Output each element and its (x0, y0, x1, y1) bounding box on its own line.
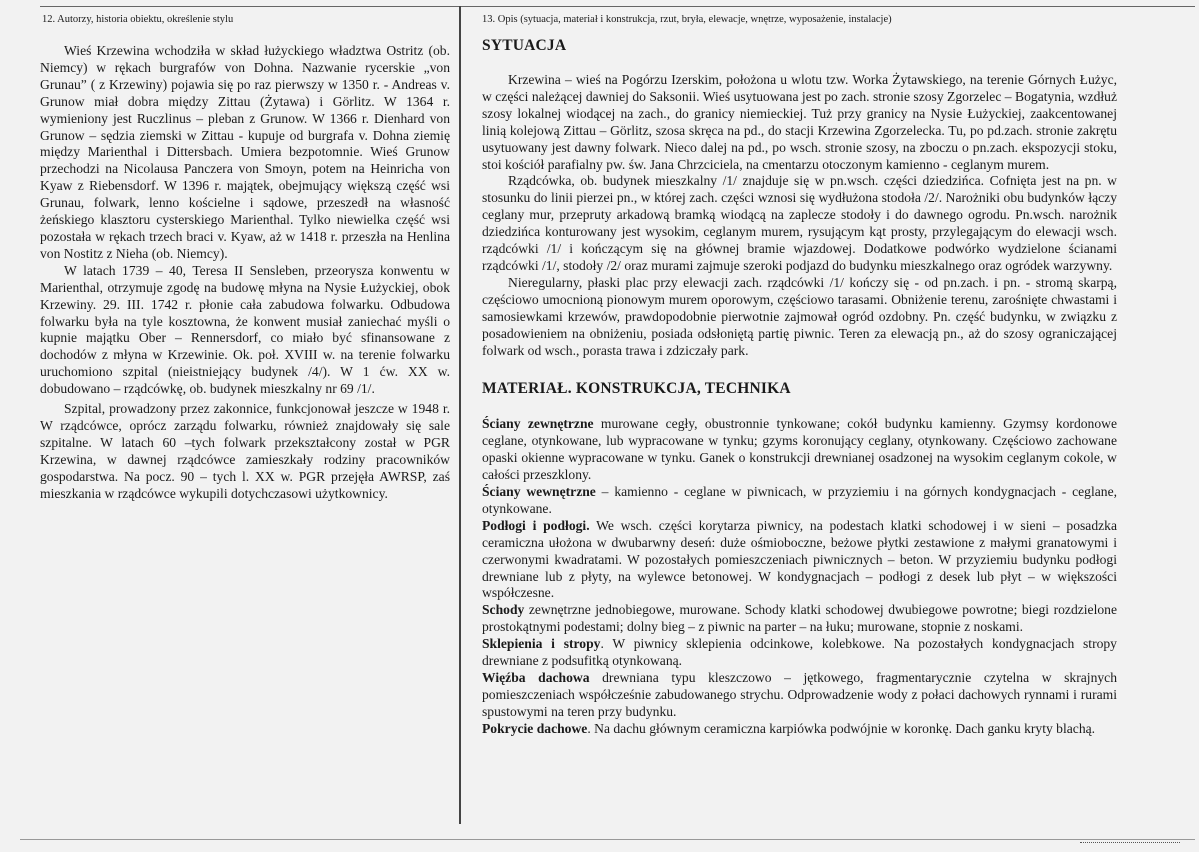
material-item (482, 518, 1117, 603)
material-text: . W piwnicy sklepienia odcinkowe, kolebkowe. Na pozostałych kondygnacjach stropy drewniane z podsufitką otynkowaną. (482, 636, 1117, 669)
situation-paragraph-2: Rządcówka, ob. budynek mieszkalny /1/ znajduje się w pn.wsch. części dziedzińca. Cofnięta jest na pn. w stosunku do linii pierzei pn., w której zach. części wznosi się wydłużona stodoła /2/. Narożniki obu budynków łączy ceglany mur, przepruty arkadową bramką wiodącą na zaplecze stodoły i do dawnego ogrodu. Pn.wsch. narożnik dziedzińca konturowany jest wysokim, ceglanym murem, rysującym kąt prosty, przylegającym do elewacji wsch. rządcówki /1/ i kończącym się na głównej bramie wjazdowej. Dodatkowe podwórko wydzielone ścianami rządcówki /1/, stodoły /2/ oraz murami zajmuje szeroki podjazd do budynku mieszkalnego oraz ogródek warzywny. (482, 173, 1117, 273)
right-section-header: 13. Opis (sytuacja, materiał i konstrukcja, rzut, bryła, elewacje, wnętrze, wyposażenie, instalacje) (482, 14, 892, 25)
material-item (482, 416, 1117, 484)
material-text: zewnętrzne jednobiegowe, murowane. Schody klatki schodowej dwubiegowe powrotne; biegi rozdzielone prostokątnymi podestami; dolny bieg – z piwnic na parter – na łuku; murowane, stopnie z noskami. (482, 602, 1117, 635)
material-item (482, 484, 1117, 518)
scan-artifact-line (1080, 842, 1180, 843)
bottom-rule (20, 839, 1195, 840)
section-title-sytuacja: SYTUACJA (482, 37, 567, 54)
material-term: Podłogi i podłogi. (482, 517, 590, 533)
situation-paragraph-3: Nieregularny, płaski plac przy elewacji zach. rządcówki /1/ kończy się - od pn.zach. i pn. - stromą skarpą, częściowo umocnioną pionowym murem oporowym, częściowo tarasami. Obniżenie terenu, zarośnięte chwastami i samosiewkami krzewów, prawdopodobnie pierwotnie zajmował ogród ozdobny. Pn. część budynku, w związku z posadowieniem na obniżeniu, posiada odsłoniętą partię piwnic. Teren za elewacją pn., aż do szosy ograniczającej folwark od wsch., porasta trawa i zdziczały park. (482, 274, 1117, 358)
material-text: We wsch. części korytarza piwnicy, na podestach klatki schodowej i w sieni – posadzka ceramiczna ułożona w dwubarwny deseń: duże ośmioboczne, beżowe płytki zestawione z małymi granatowymi i czerwonymi kwadratami. W pozostałych pomieszczeniach piwnicznych – beton. W przyziemiu budynku podłogi drewniane lub z płyty, na wylewce betonowej. W kondygnacjach – podłogi z desek lub płyt – w większości współczesne. (482, 517, 1117, 601)
material-item (482, 602, 1117, 636)
history-paragraph-2: W latach 1739 – 40, Teresa II Sensleben, przeorysza konwentu w Marienthal, otrzymuje zgodę na budowę młyna na Nysie Łużyckiej, obok Krzewiny. 29. III. 1742 r. płonie cała zabudowa folwarku. Odbudowa folwarku była na tyle kosztowna, że konwent musiał zaniechać myśli o kupnie majątku Ober – Rennersdorf, co miało być sfinansowane z dochodów z młyna w Krzewinie. Ok. poł. XVIII w. na terenie folwarku uruchomiono szpital (nieistniejący budynek /4/). W 1 ćw. XX w. dobudowano – rządcówkę, ob. budynek mieszkalny nr 69 /1/. (40, 262, 450, 397)
history-paragraph-1: Wieś Krzewina wchodziła w skład łużyckiego władztwa Ostritz (ob. Niemcy) w rękach burgrafów von Dohna. Nazwanie rycerskie „von Grunau” ( z Krzewiny) pojawia się po raz pierwszy w 1350 r. - Andreas v. Grunow miał dobra między Zittau (Żytawa) i Görlitz. W 1364 r. wymieniony jest Ruczlinus – pleban z Grunow. W 1366 r. Dienhard von Grunow – sędzia ziemski w Zittau - kupuje od burgrafa v. Dohna ziemię między Marienthal i Dittersbach. Umiera bezpotomnie. Wieś Grunow przechodzi na Nicolausa Panczera von Smoyn, potem na Heinricha von Kyaw z Riebensdorf. W 1396 r. majątek, obejmujący większą część wsi Grunau, folwark, lenno kościelne i sądowe, przeszedł na własność żeńskiego klasztoru cysterskiego Marienthal. Tylko niewielka część wsi pozostała w rękach trzech braci v. Kyaw, aż w 1418 r. przeszła na Henlina von Nostitz z Nieha (ob. Niemcy). (40, 43, 450, 261)
material-item (482, 721, 1117, 738)
top-rule (40, 6, 1195, 7)
material-item (482, 670, 1117, 721)
material-term: Pokrycie dachowe (482, 720, 588, 736)
situation-paragraph-1: Krzewina – wieś na Pogórzu Izerskim, położona u wlotu tzw. Worka Żytawskiego, na terenie Górnych Łużyc, w części należącej dawniej do Saksonii. Wieś usytuowana jest po zach. stronie szosy Zgorzelec – Bogatynia, wzdłuż szosy lokalnej wiodącej na zach., do granicy niemieckiej. Tuż przy granicy na Nysie Łużyckiej, zaakcentowanej linią kolejową Zittau – Görlitz, szosa skręca na pd., do stacji Krzewina Zgorzelecka. Tu, po pd.zach. stronie zakrętu usytuowany jest dawny folwark. Nieco dalej na pd., po wsch. stronie szosy, na zboczu o pn.zach. ekspozycji stoku, stoi kościół parafialny pw. św. Jana Chrzciciela, na cmentarzu otoczonym kamienno - ceglanym murem. (482, 72, 1117, 172)
history-paragraph-3: Szpital, prowadzony przez zakonnice, funkcjonował jeszcze w 1948 r. W rządcówce, oprócz zarządu folwarku, również znajdowały się sale szpitalne. W latach 60 –tych folwark przekształcony został w PGR Krzewina, w dawnej rządcówce zamieszkały rodziny pracowników gospodarstwa. Na pocz. 90 – tych l. XX w. PGR przejęła AWRSP, zaś mieszkania w rządcówce wykupili dotychczasowi użytkownicy. (40, 401, 450, 501)
material-text: murowane cegły, obustronnie tynkowane; cokół budynku kamienny. Gzymsy kordonowe ceglane, otynkowane, lub wypracowane w tynku; gzyms koronujący ceglany, otynkowany. Częściowo zachowane opaski okienne wypracowane w tynku. Ganek o konstrukcji drewnianej osadzonej na wysokim ceglanym cokole, w całości przeszklony. (482, 416, 1117, 483)
material-term: Sklepienia i stropy (482, 636, 601, 652)
right-column (482, 14, 1117, 738)
material-text: drewniana typu kleszczowo – jętkowego, fragmentarycznie czytelna w skrajnych pomieszczeniach współcześnie zabudowanego strychu. Odprowadzenie wody z połaci dachowych rynnami i rurami spustowymi na teren przy budynku. (482, 670, 1117, 719)
left-column (40, 14, 450, 502)
material-term: Ściany wewnętrzne (482, 484, 596, 500)
material-term: Więźba dachowa (482, 670, 590, 685)
left-section-header: 12. Autorzy, historia obiektu, określenie stylu (42, 14, 234, 25)
column-divider (459, 6, 461, 824)
section-title-material: MATERIAŁ. KONSTRUKCJA, TECHNIKA (482, 380, 791, 398)
material-item (482, 636, 1117, 670)
material-text: . Na dachu głównym ceramiczna karpiówka podwójnie w koronkę. Dach ganku kryty blachą. (587, 720, 1096, 736)
material-term: Ściany zewnętrzne (482, 416, 594, 432)
material-term: Schody (482, 602, 525, 618)
material-text: – kamienno - ceglane w piwnicach, w przyziemiu i na górnych kondygnacjach - ceglane, otynkowane. (482, 484, 1118, 516)
